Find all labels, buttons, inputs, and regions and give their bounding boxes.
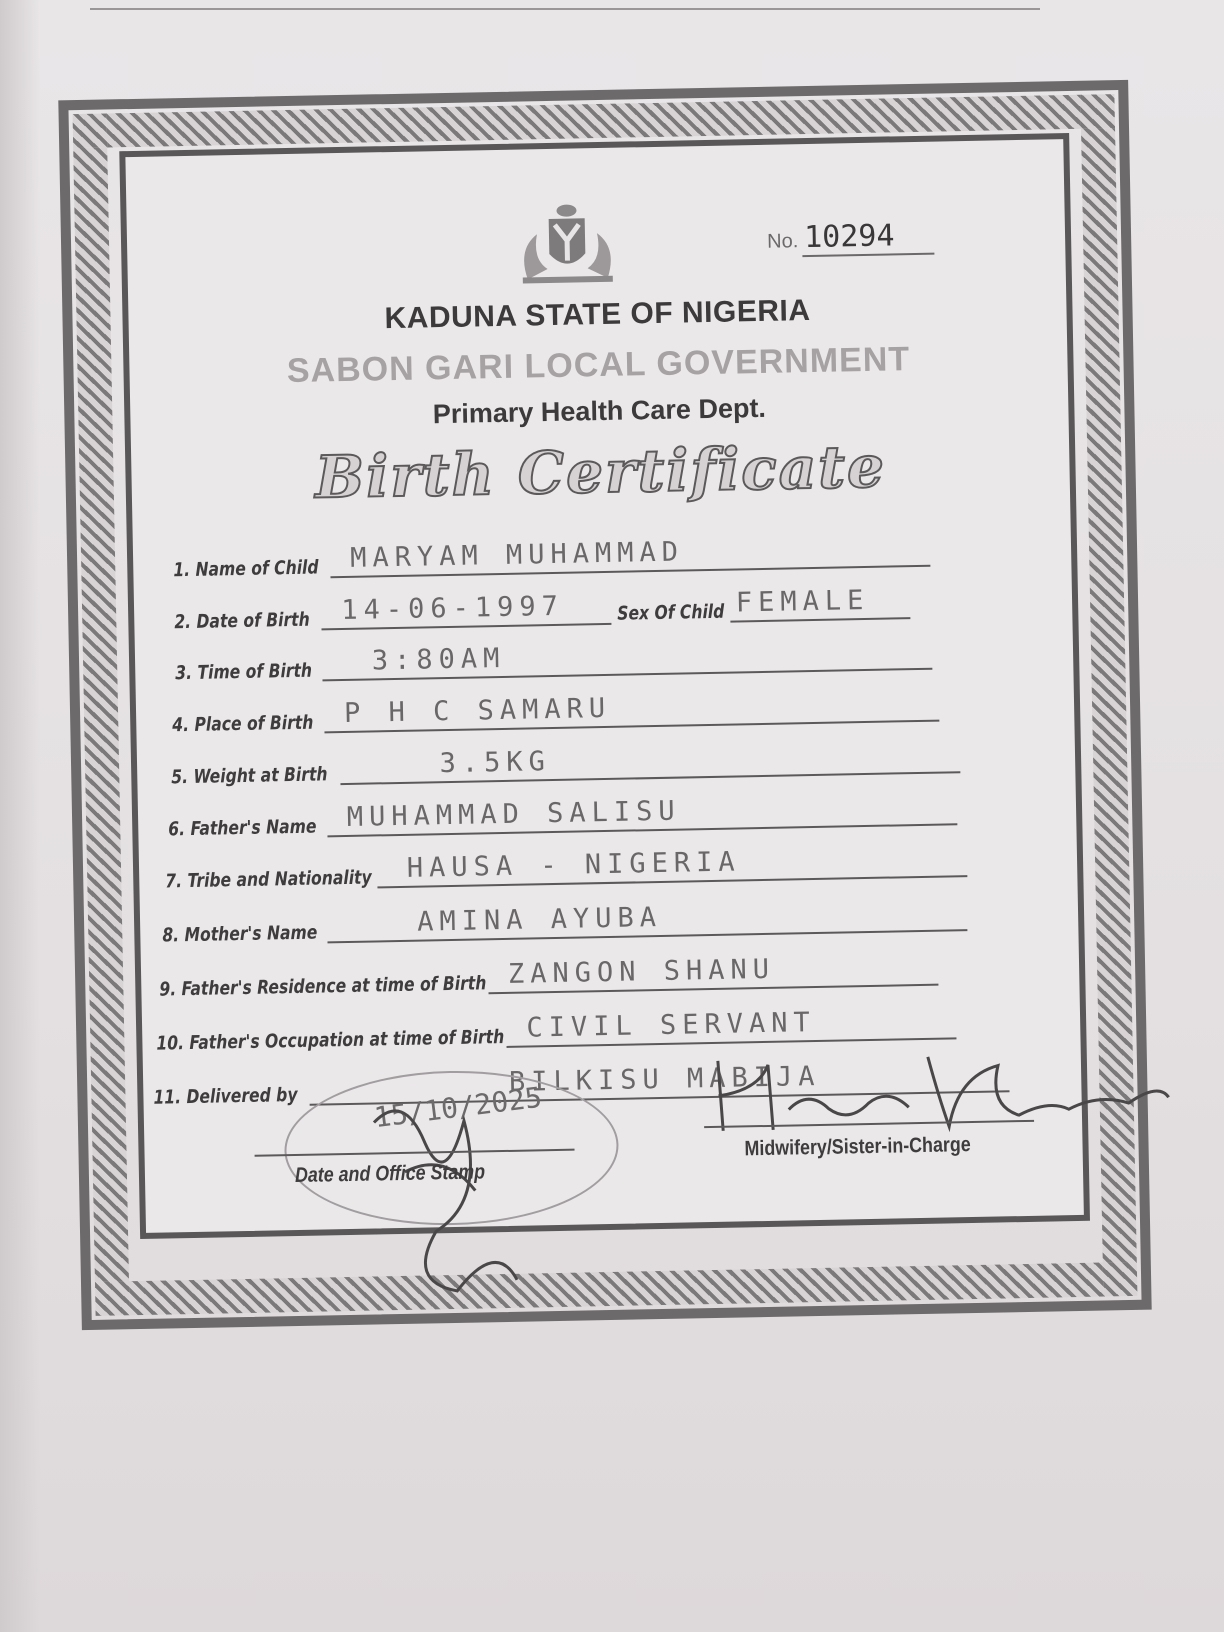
field-weight-at-birth [171, 733, 960, 788]
field-label: 10. Father's Occupation at time of Birth [156, 1025, 505, 1055]
field-fathers-name [168, 785, 957, 840]
stamp-label: Date and Office Stamp [294, 1160, 486, 1188]
field-value: 14-06-1997 [340, 590, 565, 627]
serial-value: 10294 [802, 218, 935, 258]
field-label: 8. Mother's Name [162, 921, 318, 947]
certificate-content [125, 139, 1083, 1233]
field-time-of-birth [175, 630, 932, 685]
field-value: 3.5KG [439, 746, 552, 780]
field-line [321, 587, 612, 631]
field-value: BILKISU MABIJA [508, 1060, 821, 1098]
field-label: 5. Weight at Birth [171, 763, 328, 789]
field-value: 3:80AM [371, 642, 506, 677]
field-value: AMINA AYUBA [416, 901, 663, 938]
signature-label: Midwifery/Sister-in-Charge [744, 1133, 971, 1161]
field-fathers-residence [159, 946, 938, 1001]
field-line [326, 787, 957, 837]
field-name-of-child [173, 527, 931, 582]
field-label: 1. Name of Child [173, 556, 319, 582]
field-value: FEMALE [735, 584, 870, 619]
state-title: KADUNA STATE OF NIGERIA [384, 293, 811, 336]
top-rule [90, 8, 1040, 10]
field-mothers-name [162, 891, 968, 946]
field-value: HAUSA - NIGERIA [406, 846, 741, 884]
field-label: 3. Time of Birth [175, 659, 313, 685]
field-label: 7. Tribe and Nationality [165, 866, 372, 893]
page-shadow [0, 0, 40, 1632]
department-title: Primary Health Care Dept. [432, 392, 767, 430]
field-place-of-birth [172, 682, 940, 737]
field-label: 6. Father's Name [168, 815, 317, 841]
stamp-signature-icon [343, 1079, 567, 1313]
coat-of-arms-icon [506, 197, 628, 289]
field-line [488, 948, 939, 995]
birth-certificate [58, 80, 1151, 1330]
field-label: 2. Date of Birth [174, 608, 310, 634]
document-title: Birth Certificate [314, 432, 887, 512]
field-fathers-occupation [156, 999, 957, 1054]
field-label: 11. Delivered by [153, 1083, 298, 1109]
field-tribe-nationality [165, 837, 967, 892]
field-line [330, 529, 931, 579]
field-line [322, 632, 933, 682]
field-value: ZANGON SHANU [507, 953, 776, 990]
stamp-date: 15/10/2025 [372, 1080, 544, 1135]
field-label: Sex Of Child [617, 600, 725, 625]
serial-label: No. [766, 230, 799, 253]
field-line [506, 1001, 957, 1048]
field-value: CIVIL SERVANT [526, 1007, 816, 1044]
field-line [339, 735, 960, 785]
field-value: MUHAMMAD SALISU [346, 795, 681, 833]
lga-title: SABON GARI LOCAL GOVERNMENT [286, 340, 911, 391]
field-label: 4. Place of Birth [172, 711, 314, 737]
field-line [324, 684, 940, 734]
field-line [729, 581, 910, 622]
field-value: P H C SAMARU [343, 692, 612, 730]
serial-number [767, 218, 935, 256]
field-date-of-birth [174, 579, 910, 633]
field-line [376, 839, 967, 888]
field-value: MARYAM MUHAMMAD [349, 536, 685, 574]
field-label: 9. Father's Residence at time of Birth [159, 972, 487, 1001]
field-line [327, 893, 968, 943]
